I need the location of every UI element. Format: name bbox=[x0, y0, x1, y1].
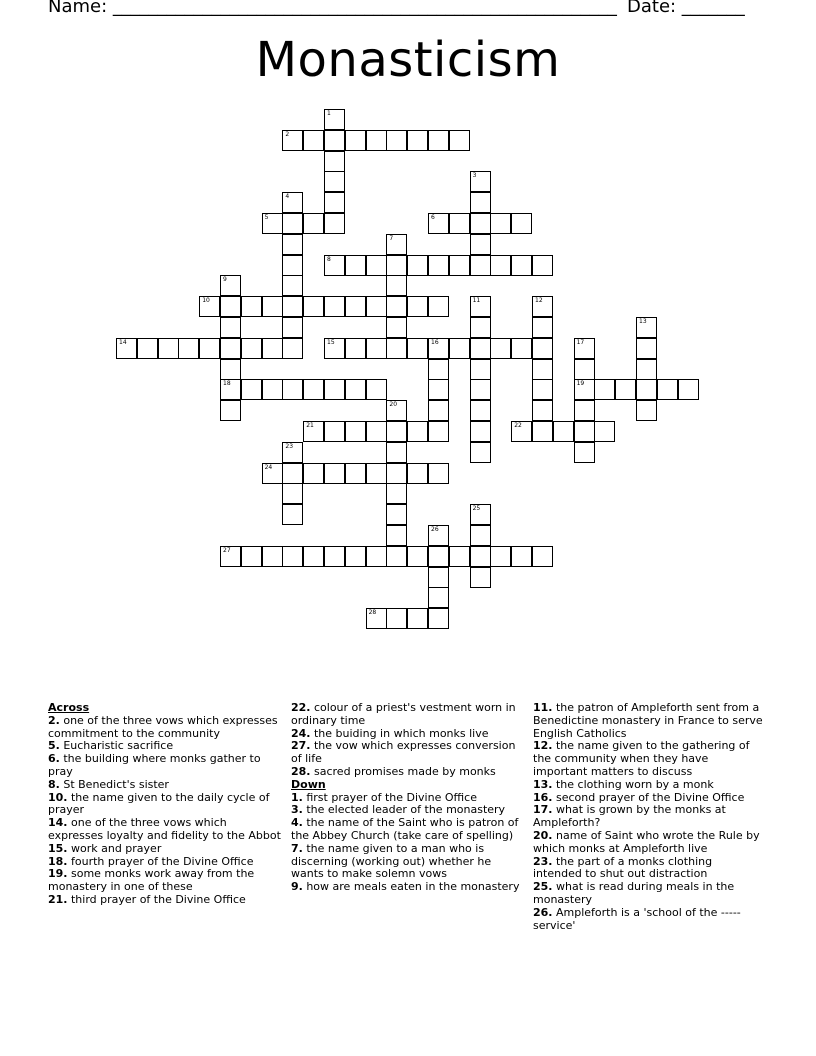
grid-cell[interactable] bbox=[386, 296, 407, 317]
grid-cell[interactable] bbox=[303, 130, 324, 151]
grid-cell[interactable] bbox=[470, 296, 491, 317]
grid-cell[interactable] bbox=[511, 421, 532, 442]
grid-cell[interactable] bbox=[345, 338, 366, 359]
grid-cell[interactable] bbox=[636, 400, 657, 421]
grid-cell[interactable] bbox=[324, 109, 345, 130]
grid-cell[interactable] bbox=[220, 546, 241, 567]
grid-cell[interactable] bbox=[470, 234, 491, 255]
grid-cell[interactable] bbox=[490, 213, 511, 234]
grid-cell[interactable] bbox=[470, 213, 491, 234]
grid-cell[interactable] bbox=[345, 421, 366, 442]
grid-cell[interactable] bbox=[532, 546, 553, 567]
grid-cell[interactable] bbox=[366, 130, 387, 151]
grid-cell[interactable] bbox=[449, 255, 470, 276]
grid-cell[interactable] bbox=[594, 421, 615, 442]
name-label: Name: ________________________________________________________ bbox=[48, 0, 617, 17]
clue-text: one of the three vows which expresses commitment to the community bbox=[48, 713, 278, 740]
grid-cell[interactable] bbox=[262, 296, 283, 317]
clue-number-label: 11. bbox=[533, 701, 553, 714]
clue-number-label: 27. bbox=[291, 739, 311, 753]
clue-item bbox=[291, 881, 525, 894]
grid-cell[interactable] bbox=[428, 567, 449, 588]
clue-text: the name given to the daily cycle of prayer bbox=[48, 790, 270, 817]
clue-number-label: 26. bbox=[533, 905, 553, 919]
grid-cell[interactable] bbox=[386, 317, 407, 338]
grid-cell[interactable] bbox=[470, 421, 491, 442]
grid-cell[interactable] bbox=[345, 130, 366, 151]
grid-cell[interactable] bbox=[324, 546, 345, 567]
clue-item bbox=[533, 740, 763, 778]
grid-cell[interactable] bbox=[282, 192, 303, 213]
clue-number: 18 bbox=[223, 380, 231, 388]
grid-cell[interactable] bbox=[470, 338, 491, 359]
grid-cell[interactable] bbox=[241, 338, 262, 359]
grid-cell[interactable] bbox=[324, 379, 345, 400]
grid-cell[interactable] bbox=[324, 213, 345, 234]
clue-number: 15 bbox=[327, 338, 335, 346]
grid-cell[interactable] bbox=[470, 504, 491, 525]
grid-cell[interactable] bbox=[386, 275, 407, 296]
clue-number: 10 bbox=[202, 297, 210, 305]
grid-cell[interactable] bbox=[324, 171, 345, 192]
clue-number-label: 6. bbox=[48, 752, 60, 766]
grid-cell[interactable] bbox=[428, 587, 449, 608]
grid-cell[interactable] bbox=[386, 400, 407, 421]
clue-number-label: 9. bbox=[291, 880, 303, 894]
grid-cell[interactable] bbox=[407, 421, 428, 442]
clue-number: 20 bbox=[389, 401, 398, 409]
grid-cell[interactable] bbox=[282, 338, 303, 359]
grid-cell[interactable] bbox=[532, 421, 553, 442]
clue-item bbox=[291, 740, 525, 766]
grid-cell[interactable] bbox=[470, 192, 491, 213]
grid-cell[interactable] bbox=[366, 421, 387, 442]
grid-cell[interactable] bbox=[324, 421, 345, 442]
grid-cell[interactable] bbox=[407, 546, 428, 567]
grid-cell[interactable] bbox=[449, 130, 470, 151]
grid-cell[interactable] bbox=[303, 546, 324, 567]
clue-text: second prayer of the Divine Office bbox=[552, 790, 745, 804]
clue-number-label: 1. bbox=[291, 790, 303, 804]
grid-cell[interactable] bbox=[262, 338, 283, 359]
grid-cell[interactable] bbox=[282, 504, 303, 525]
grid-cell[interactable] bbox=[470, 255, 491, 276]
clue-text: third prayer of the Divine Office bbox=[67, 892, 246, 906]
clue-number: 24 bbox=[264, 463, 273, 471]
clue-number-label: 25. bbox=[533, 880, 553, 894]
clue-number-label: 22. bbox=[291, 701, 311, 714]
grid-cell[interactable] bbox=[407, 608, 428, 629]
clue-item bbox=[533, 907, 763, 933]
grid-cell[interactable] bbox=[220, 379, 241, 400]
clue-text: the name of the Saint who is patron of the Abbey Church (take care of spelling) bbox=[291, 816, 519, 842]
grid-cell[interactable] bbox=[574, 421, 595, 442]
clue-text: the name given to the gathering of the community when they have important matters to discuss bbox=[533, 739, 750, 778]
clues-column-3 bbox=[533, 702, 763, 932]
grid-cell[interactable] bbox=[428, 359, 449, 380]
clue-number-label: 19. bbox=[48, 867, 68, 881]
clue-item bbox=[48, 715, 282, 741]
clue-item bbox=[533, 804, 763, 830]
clue-number: 14 bbox=[119, 338, 127, 346]
clue-text: the elected leader of the monastery bbox=[302, 803, 506, 817]
clue-text: what is grown by the monks at Ampleforth? bbox=[533, 803, 726, 830]
grid-cell[interactable] bbox=[303, 421, 324, 442]
clue-number-label: 15. bbox=[48, 841, 68, 855]
grid-cell[interactable] bbox=[220, 400, 241, 421]
grid-cell[interactable] bbox=[220, 359, 241, 380]
grid-cell[interactable] bbox=[220, 275, 241, 296]
grid-cell[interactable] bbox=[532, 317, 553, 338]
clue-number-label: 28. bbox=[291, 764, 311, 778]
grid-cell[interactable] bbox=[220, 317, 241, 338]
grid-cell[interactable] bbox=[615, 379, 636, 400]
grid-cell[interactable] bbox=[428, 525, 449, 546]
clue-number: 8 bbox=[327, 255, 331, 263]
clue-number: 17 bbox=[576, 338, 585, 346]
clue-number: 27 bbox=[223, 546, 231, 554]
grid-cell[interactable] bbox=[386, 130, 407, 151]
grid-cell[interactable] bbox=[574, 442, 595, 463]
grid-cell[interactable] bbox=[324, 463, 345, 484]
grid-cell[interactable] bbox=[366, 255, 387, 276]
clue-item bbox=[533, 830, 763, 856]
clue-text: what is read during meals in the monastery bbox=[533, 880, 735, 906]
grid-cell[interactable] bbox=[636, 359, 657, 380]
clue-number: 22 bbox=[514, 422, 522, 429]
clue-number-label: 16. bbox=[533, 790, 553, 804]
clue-number: 12 bbox=[535, 297, 543, 305]
clue-number: 6 bbox=[431, 214, 435, 221]
grid-cell[interactable] bbox=[366, 546, 387, 567]
grid-cell[interactable] bbox=[511, 255, 532, 276]
grid-cell[interactable] bbox=[345, 255, 366, 276]
grid-cell[interactable] bbox=[386, 421, 407, 442]
clue-number-label: 12. bbox=[533, 739, 553, 753]
grid-cell[interactable] bbox=[241, 546, 262, 567]
grid-cell[interactable] bbox=[282, 546, 303, 567]
clue-number: 3 bbox=[472, 172, 477, 180]
clue-text: Eucharistic sacrifice bbox=[59, 739, 174, 753]
grid-cell[interactable] bbox=[636, 338, 657, 359]
grid-cell[interactable] bbox=[428, 213, 449, 234]
grid-cell[interactable] bbox=[116, 338, 137, 359]
clue-number-label: 17. bbox=[533, 803, 553, 817]
clue-item bbox=[291, 766, 525, 779]
grid-cell[interactable] bbox=[303, 213, 324, 234]
grid-cell[interactable] bbox=[449, 546, 470, 567]
clue-number: 23 bbox=[285, 442, 294, 450]
grid-cell[interactable] bbox=[470, 546, 491, 567]
grid-cell[interactable] bbox=[470, 442, 491, 463]
grid-cell[interactable] bbox=[407, 130, 428, 151]
grid-cell[interactable] bbox=[345, 296, 366, 317]
grid-cell[interactable] bbox=[511, 546, 532, 567]
grid-cell[interactable] bbox=[574, 338, 595, 359]
grid-cell[interactable] bbox=[282, 463, 303, 484]
grid-cell[interactable] bbox=[490, 546, 511, 567]
grid-cell[interactable] bbox=[282, 442, 303, 463]
grid-cell[interactable] bbox=[657, 379, 678, 400]
clue-text: some monks work away from the monastery in one of these bbox=[48, 867, 255, 894]
clue-text: colour of a priest's vestment worn in ordinary time bbox=[291, 701, 516, 727]
grid-cell[interactable] bbox=[532, 296, 553, 317]
grid-cell[interactable] bbox=[324, 338, 345, 359]
clue-text: name of Saint who wrote the Rule by which monks at Ampleforth live bbox=[533, 828, 760, 855]
clue-number-label: 10. bbox=[48, 790, 68, 804]
clue-text: the patron of Ampleforth sent from a Benedictine monastery in France to serve English Catholics bbox=[533, 701, 763, 740]
grid-cell[interactable] bbox=[532, 379, 553, 400]
grid-cell[interactable] bbox=[220, 296, 241, 317]
grid-cell[interactable] bbox=[324, 255, 345, 276]
clue-item bbox=[291, 817, 525, 843]
clue-item bbox=[291, 702, 525, 728]
grid-cell[interactable] bbox=[428, 608, 449, 629]
clue-number-label: 5. bbox=[48, 739, 60, 753]
grid-cell[interactable] bbox=[282, 130, 303, 151]
down-heading: Down bbox=[291, 777, 326, 791]
clue-number: 25 bbox=[472, 505, 481, 513]
grid-cell[interactable] bbox=[282, 213, 303, 234]
clue-number-label: 7. bbox=[291, 841, 303, 855]
grid-cell[interactable] bbox=[366, 608, 387, 629]
grid-cell[interactable] bbox=[594, 379, 615, 400]
clue-number: 1 bbox=[327, 110, 331, 117]
grid-cell[interactable] bbox=[574, 400, 595, 421]
grid-cell[interactable] bbox=[428, 463, 449, 484]
clue-text: the clothing worn by a monk bbox=[552, 777, 714, 791]
clue-number-label: 4. bbox=[291, 816, 303, 830]
clue-item bbox=[48, 894, 282, 907]
grid-cell[interactable] bbox=[428, 338, 449, 359]
clue-text: sacred promises made by monks bbox=[310, 764, 496, 778]
grid-cell[interactable] bbox=[511, 338, 532, 359]
clue-text: first prayer of the Divine Office bbox=[302, 790, 477, 804]
clue-text: St Benedict's sister bbox=[59, 777, 169, 791]
clue-number-label: 18. bbox=[48, 854, 68, 868]
grid-cell[interactable] bbox=[407, 296, 428, 317]
grid-cell[interactable] bbox=[324, 151, 345, 172]
grid-cell[interactable] bbox=[386, 525, 407, 546]
clue-number-label: 2. bbox=[48, 713, 60, 727]
across-heading: Across bbox=[48, 701, 90, 714]
grid-cell[interactable] bbox=[428, 421, 449, 442]
grid-cell[interactable] bbox=[407, 338, 428, 359]
clue-text: the building where monks gather to pray bbox=[48, 752, 261, 778]
grid-cell[interactable] bbox=[324, 130, 345, 151]
grid-cell[interactable] bbox=[470, 400, 491, 421]
clue-number: 11 bbox=[472, 297, 481, 305]
clue-number: 19 bbox=[576, 380, 585, 388]
date-label: Date: _______ bbox=[627, 0, 745, 17]
grid-cell[interactable] bbox=[386, 608, 407, 629]
clue-number: 21 bbox=[306, 422, 314, 429]
grid-cell[interactable] bbox=[386, 546, 407, 567]
grid-cell[interactable] bbox=[282, 379, 303, 400]
clue-number: 7 bbox=[389, 234, 394, 242]
grid-cell[interactable] bbox=[262, 463, 283, 484]
clue-item bbox=[533, 856, 763, 882]
clue-number-label: 24. bbox=[291, 726, 311, 740]
clue-number-label: 8. bbox=[48, 777, 60, 791]
grid-cell[interactable] bbox=[386, 255, 407, 276]
grid-cell[interactable] bbox=[386, 463, 407, 484]
grid-cell[interactable] bbox=[532, 400, 553, 421]
grid-cell[interactable] bbox=[241, 296, 262, 317]
grid-cell[interactable] bbox=[178, 338, 199, 359]
grid-cell[interactable] bbox=[345, 379, 366, 400]
grid-cell[interactable] bbox=[470, 567, 491, 588]
clue-number-label: 20. bbox=[533, 828, 553, 842]
clues-column-1 bbox=[48, 702, 282, 907]
clue-item bbox=[533, 702, 763, 740]
clue-number-label: 13. bbox=[533, 777, 553, 791]
clue-text: the name given to a man who is discerning (working out) whether he wants to make solemn vows bbox=[291, 841, 492, 881]
grid-cell[interactable] bbox=[428, 296, 449, 317]
grid-cell[interactable] bbox=[282, 317, 303, 338]
grid-cell[interactable] bbox=[428, 546, 449, 567]
grid-cell[interactable] bbox=[262, 379, 283, 400]
grid-cell[interactable] bbox=[366, 296, 387, 317]
grid-cell[interactable] bbox=[303, 296, 324, 317]
grid-cell[interactable] bbox=[324, 192, 345, 213]
grid-cell[interactable] bbox=[407, 255, 428, 276]
grid-cell[interactable] bbox=[636, 317, 657, 338]
clue-number: 9 bbox=[223, 276, 227, 284]
grid-cell[interactable] bbox=[220, 338, 241, 359]
grid-cell[interactable] bbox=[366, 338, 387, 359]
clue-text: how are meals eaten in the monastery bbox=[302, 880, 520, 894]
grid-cell[interactable] bbox=[470, 317, 491, 338]
grid-cell[interactable] bbox=[386, 338, 407, 359]
grid-cell[interactable] bbox=[574, 359, 595, 380]
grid-cell[interactable] bbox=[366, 379, 387, 400]
clue-number: 16 bbox=[431, 338, 439, 346]
grid-cell[interactable] bbox=[428, 379, 449, 400]
grid-cell[interactable] bbox=[241, 379, 262, 400]
grid-cell[interactable] bbox=[366, 463, 387, 484]
grid-cell[interactable] bbox=[470, 379, 491, 400]
grid-cell[interactable] bbox=[470, 525, 491, 546]
clue-item bbox=[533, 881, 763, 907]
grid-cell[interactable] bbox=[678, 379, 699, 400]
grid-cell[interactable] bbox=[282, 296, 303, 317]
clue-text: Ampleforth is a 'school of the ----- service' bbox=[533, 905, 741, 932]
grid-cell[interactable] bbox=[449, 338, 470, 359]
grid-cell[interactable] bbox=[428, 400, 449, 421]
grid-cell[interactable] bbox=[532, 359, 553, 380]
clue-number: 2 bbox=[285, 130, 290, 138]
grid-cell[interactable] bbox=[511, 213, 532, 234]
clue-text: fourth prayer of the Divine Office bbox=[67, 854, 254, 868]
clue-number-label: 3. bbox=[291, 803, 303, 817]
grid-cell[interactable] bbox=[532, 338, 553, 359]
grid-cell[interactable] bbox=[470, 171, 491, 192]
clue-number-label: 21. bbox=[48, 892, 68, 906]
grid-cell[interactable] bbox=[158, 338, 179, 359]
clue-number-label: 14. bbox=[48, 816, 68, 830]
grid-cell[interactable] bbox=[199, 296, 220, 317]
clue-number: 5 bbox=[264, 214, 269, 221]
clue-number-label: 23. bbox=[533, 854, 553, 868]
clue-item bbox=[48, 817, 282, 843]
grid-cell[interactable] bbox=[262, 213, 283, 234]
grid-cell[interactable] bbox=[324, 296, 345, 317]
grid-cell[interactable] bbox=[262, 546, 283, 567]
grid-cell[interactable] bbox=[470, 359, 491, 380]
grid-cell[interactable] bbox=[303, 463, 324, 484]
clue-text: the part of a monks clothing intended to shut out distraction bbox=[533, 854, 713, 881]
clue-item bbox=[48, 868, 282, 894]
clue-text: the vow which expresses conversion of life bbox=[291, 739, 516, 766]
clue-item bbox=[48, 792, 282, 818]
grid-cell[interactable] bbox=[490, 255, 511, 276]
clue-item bbox=[48, 753, 282, 779]
grid-cell[interactable] bbox=[532, 255, 553, 276]
clue-number: 28 bbox=[368, 609, 377, 617]
clues-column-2 bbox=[291, 702, 525, 894]
clue-text: one of the three vows which expresses loyalty and fidelity to the Abbot bbox=[48, 816, 281, 842]
grid-cell[interactable] bbox=[282, 255, 303, 276]
clue-number: 26 bbox=[431, 526, 439, 533]
grid-cell[interactable] bbox=[386, 483, 407, 504]
grid-cell[interactable] bbox=[407, 463, 428, 484]
grid-cell[interactable] bbox=[574, 379, 595, 400]
grid-cell[interactable] bbox=[282, 234, 303, 255]
clue-number: 13 bbox=[639, 318, 647, 325]
grid-cell[interactable] bbox=[428, 130, 449, 151]
grid-cell[interactable] bbox=[282, 483, 303, 504]
page-title: Monasticism bbox=[255, 32, 561, 88]
grid-cell[interactable] bbox=[553, 421, 574, 442]
clue-text: the buiding in which monks live bbox=[310, 726, 489, 740]
grid-cell[interactable] bbox=[490, 338, 511, 359]
clue-number: 4 bbox=[285, 193, 290, 201]
grid-cell[interactable] bbox=[282, 275, 303, 296]
clue-item bbox=[291, 843, 525, 881]
clue-text: work and prayer bbox=[67, 841, 162, 855]
grid-cell[interactable] bbox=[345, 546, 366, 567]
grid-cell[interactable] bbox=[636, 379, 657, 400]
grid-cell[interactable] bbox=[428, 255, 449, 276]
grid-cell[interactable] bbox=[199, 338, 220, 359]
grid-cell[interactable] bbox=[345, 463, 366, 484]
grid-cell[interactable] bbox=[449, 213, 470, 234]
grid-cell[interactable] bbox=[386, 504, 407, 525]
grid-cell[interactable] bbox=[386, 234, 407, 255]
grid-cell[interactable] bbox=[386, 442, 407, 463]
grid-cell[interactable] bbox=[303, 379, 324, 400]
grid-cell[interactable] bbox=[137, 338, 158, 359]
